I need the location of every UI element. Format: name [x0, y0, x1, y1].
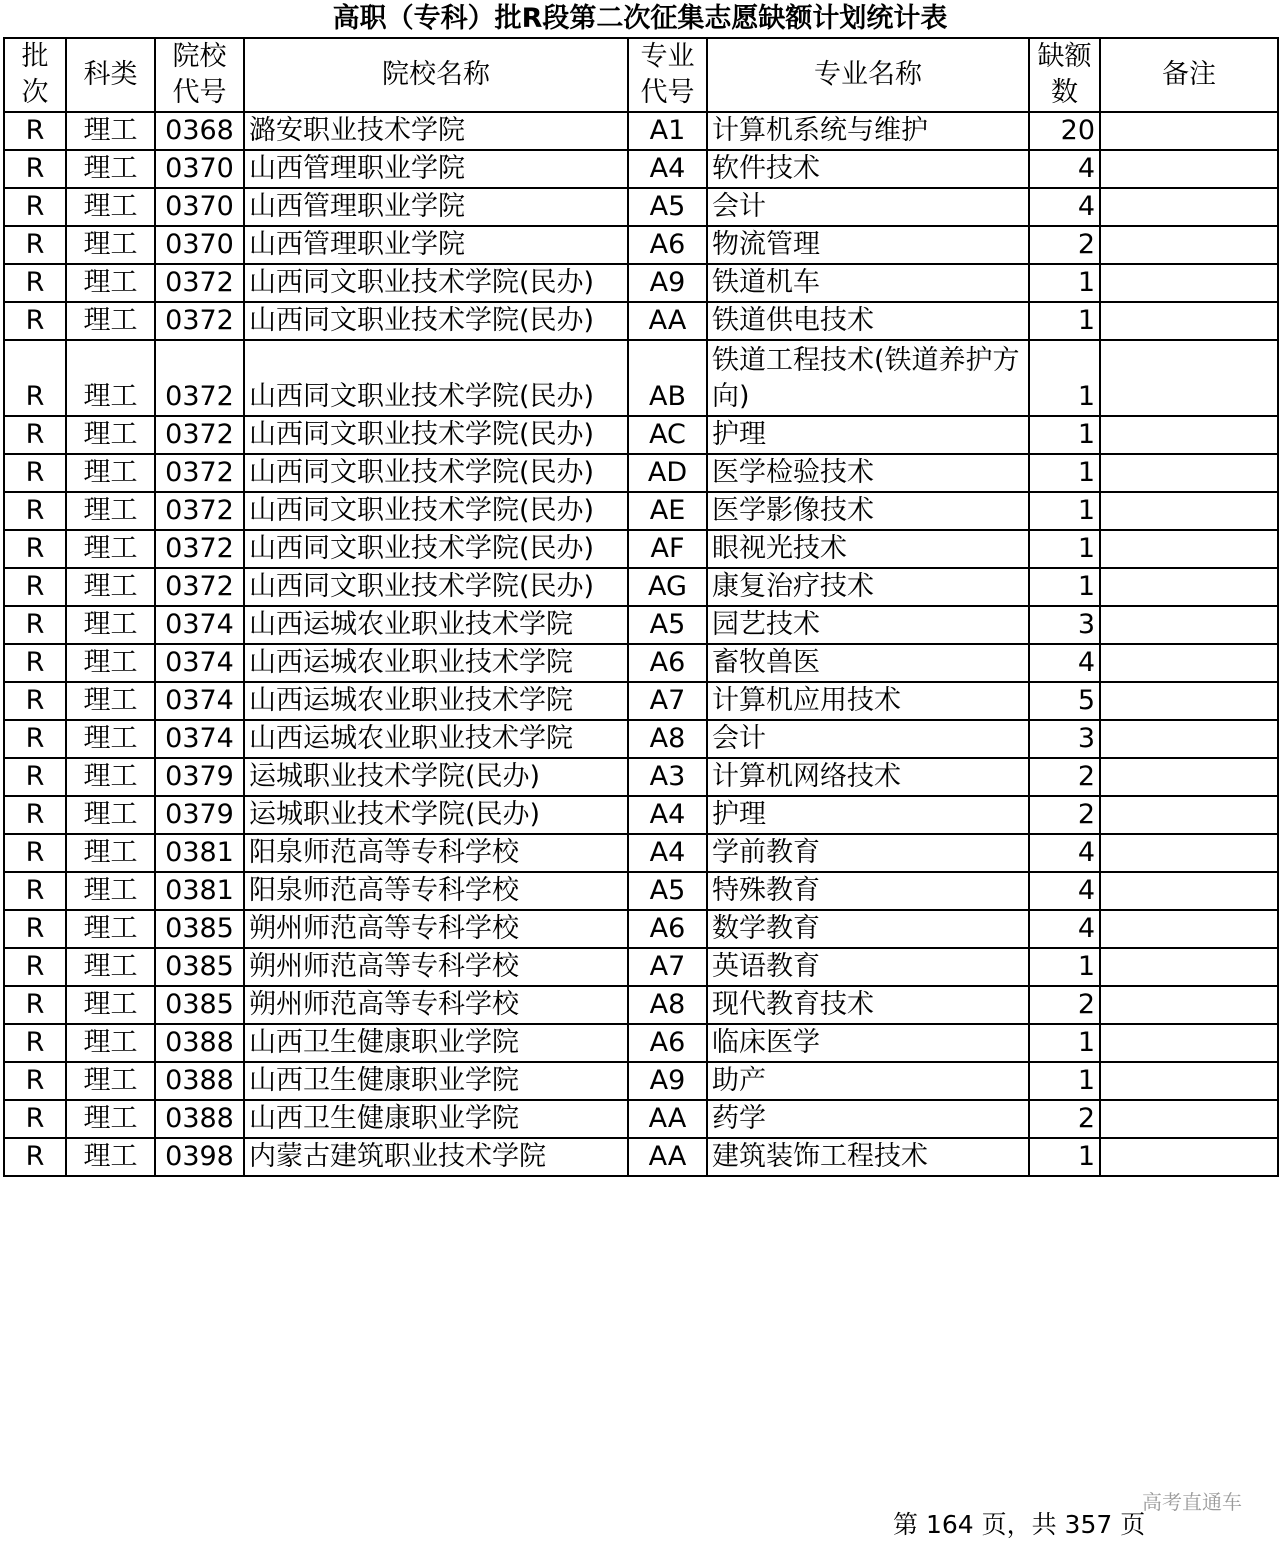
cell-remark [1100, 530, 1278, 568]
cell-batch: R [4, 150, 66, 188]
cell-category: 理工 [66, 986, 155, 1024]
cell-category: 理工 [66, 302, 155, 340]
cell-school-code: 0374 [155, 720, 244, 758]
cell-major-name: 药学 [707, 1100, 1029, 1138]
cell-major-name: 计算机应用技术 [707, 682, 1029, 720]
cell-major-name: 英语教育 [707, 948, 1029, 986]
cell-major-code: A8 [628, 986, 707, 1024]
cell-remark [1100, 644, 1278, 682]
cell-vacancy: 1 [1029, 454, 1100, 492]
cell-vacancy: 1 [1029, 264, 1100, 302]
table-row [4, 758, 1278, 796]
cell-vacancy: 20 [1029, 112, 1100, 150]
cell-school-code: 0372 [155, 264, 244, 302]
cell-major-code: A6 [628, 226, 707, 264]
table-row [4, 264, 1278, 302]
cell-remark [1100, 872, 1278, 910]
cell-remark [1100, 948, 1278, 986]
cell-major-name: 特殊教育 [707, 872, 1029, 910]
cell-school-code: 0370 [155, 188, 244, 226]
cell-category: 理工 [66, 264, 155, 302]
cell-vacancy: 5 [1029, 682, 1100, 720]
table-row [4, 1138, 1278, 1176]
cell-school-code: 0372 [155, 340, 244, 416]
cell-batch: R [4, 910, 66, 948]
cell-category: 理工 [66, 872, 155, 910]
cell-vacancy: 1 [1029, 948, 1100, 986]
cell-category: 理工 [66, 454, 155, 492]
cell-batch: R [4, 758, 66, 796]
table-row [4, 150, 1278, 188]
table-row [4, 644, 1278, 682]
cell-batch: R [4, 1100, 66, 1138]
cell-school-code: 0372 [155, 530, 244, 568]
cell-school-code: 0368 [155, 112, 244, 150]
cell-major-code: AA [628, 302, 707, 340]
cell-school-name: 山西卫生健康职业学院 [244, 1024, 628, 1062]
cell-major-name: 会计 [707, 720, 1029, 758]
cell-major-code: A5 [628, 188, 707, 226]
cell-category: 理工 [66, 758, 155, 796]
cell-school-code: 0372 [155, 568, 244, 606]
cell-school-code: 0381 [155, 872, 244, 910]
table-body [4, 112, 1278, 1176]
cell-vacancy: 4 [1029, 872, 1100, 910]
cell-school-code: 0385 [155, 948, 244, 986]
cell-school-code: 0379 [155, 796, 244, 834]
cell-school-name: 山西运城农业职业技术学院 [244, 720, 628, 758]
cell-remark [1100, 226, 1278, 264]
cell-school-name: 朔州师范高等专科学校 [244, 986, 628, 1024]
cell-batch: R [4, 1138, 66, 1176]
cell-remark [1100, 150, 1278, 188]
cell-major-code: AF [628, 530, 707, 568]
cell-school-code: 0374 [155, 606, 244, 644]
cell-batch: R [4, 606, 66, 644]
cell-major-code: A7 [628, 948, 707, 986]
header-school-name: 院校名称 [244, 38, 628, 112]
cell-vacancy: 4 [1029, 834, 1100, 872]
cell-category: 理工 [66, 150, 155, 188]
cell-school-name: 山西同文职业技术学院(民办) [244, 264, 628, 302]
cell-category: 理工 [66, 1024, 155, 1062]
table-row [4, 720, 1278, 758]
cell-school-name: 山西管理职业学院 [244, 226, 628, 264]
cell-school-code: 0385 [155, 910, 244, 948]
cell-category: 理工 [66, 568, 155, 606]
cell-school-name: 山西同文职业技术学院(民办) [244, 492, 628, 530]
page-number: 第 164 页，共 357 页 [893, 1510, 1146, 1539]
cell-school-name: 山西卫生健康职业学院 [244, 1100, 628, 1138]
cell-batch: R [4, 340, 66, 416]
cell-major-name: 学前教育 [707, 834, 1029, 872]
cell-major-name: 计算机网络技术 [707, 758, 1029, 796]
cell-category: 理工 [66, 340, 155, 416]
cell-major-name: 康复治疗技术 [707, 568, 1029, 606]
cell-school-name: 山西同文职业技术学院(民办) [244, 530, 628, 568]
cell-batch: R [4, 720, 66, 758]
cell-school-name: 山西卫生健康职业学院 [244, 1062, 628, 1100]
cell-school-name: 山西运城农业职业技术学院 [244, 644, 628, 682]
cell-batch: R [4, 112, 66, 150]
cell-vacancy: 1 [1029, 302, 1100, 340]
cell-remark [1100, 1138, 1278, 1176]
table-row [4, 682, 1278, 720]
cell-major-name: 建筑装饰工程技术 [707, 1138, 1029, 1176]
cell-school-code: 0398 [155, 1138, 244, 1176]
cell-category: 理工 [66, 948, 155, 986]
cell-school-code: 0372 [155, 416, 244, 454]
cell-vacancy: 4 [1029, 188, 1100, 226]
cell-remark [1100, 1062, 1278, 1100]
cell-vacancy: 1 [1029, 1138, 1100, 1176]
cell-category: 理工 [66, 682, 155, 720]
cell-major-code: A5 [628, 606, 707, 644]
table-row [4, 302, 1278, 340]
cell-batch: R [4, 302, 66, 340]
cell-remark [1100, 834, 1278, 872]
cell-major-code: A9 [628, 264, 707, 302]
cell-remark [1100, 1100, 1278, 1138]
cell-school-code: 0385 [155, 986, 244, 1024]
cell-major-code: A3 [628, 758, 707, 796]
table-row [4, 910, 1278, 948]
cell-vacancy: 3 [1029, 606, 1100, 644]
cell-major-name: 园艺技术 [707, 606, 1029, 644]
cell-major-name: 会计 [707, 188, 1029, 226]
cell-school-name: 山西运城农业职业技术学院 [244, 606, 628, 644]
table-row [4, 1100, 1278, 1138]
cell-school-name: 山西管理职业学院 [244, 150, 628, 188]
cell-major-code: A6 [628, 1024, 707, 1062]
cell-vacancy: 4 [1029, 644, 1100, 682]
cell-major-name: 物流管理 [707, 226, 1029, 264]
cell-category: 理工 [66, 112, 155, 150]
cell-major-code: A4 [628, 796, 707, 834]
cell-major-code: A1 [628, 112, 707, 150]
page-title: 高职（专科）批R段第二次征集志愿缺额计划统计表 [332, 3, 948, 34]
cell-major-code: A6 [628, 910, 707, 948]
cell-batch: R [4, 986, 66, 1024]
cell-major-code: AA [628, 1138, 707, 1176]
cell-major-code: A4 [628, 834, 707, 872]
cell-category: 理工 [66, 416, 155, 454]
table-row [4, 188, 1278, 226]
cell-school-name: 内蒙古建筑职业技术学院 [244, 1138, 628, 1176]
table-row [4, 112, 1278, 150]
cell-major-code: A9 [628, 1062, 707, 1100]
cell-vacancy: 1 [1029, 492, 1100, 530]
cell-major-name: 助产 [707, 1062, 1029, 1100]
cell-school-name: 山西同文职业技术学院(民办) [244, 568, 628, 606]
cell-remark [1100, 758, 1278, 796]
cell-batch: R [4, 264, 66, 302]
cell-major-name: 计算机系统与维护 [707, 112, 1029, 150]
cell-remark [1100, 910, 1278, 948]
header-category: 科类 [66, 38, 155, 112]
table-row [4, 568, 1278, 606]
header-vacancy: 缺额数 [1029, 38, 1100, 112]
table-row [4, 492, 1278, 530]
table-row [4, 834, 1278, 872]
cell-category: 理工 [66, 606, 155, 644]
vacancy-table [3, 37, 1279, 1177]
cell-major-name: 护理 [707, 796, 1029, 834]
cell-vacancy: 3 [1029, 720, 1100, 758]
header-school-code: 院校代号 [155, 38, 244, 112]
cell-remark [1100, 454, 1278, 492]
table-row [4, 1024, 1278, 1062]
cell-remark [1100, 682, 1278, 720]
cell-remark [1100, 112, 1278, 150]
cell-vacancy: 1 [1029, 530, 1100, 568]
cell-batch: R [4, 568, 66, 606]
cell-batch: R [4, 1024, 66, 1062]
cell-school-name: 山西同文职业技术学院(民办) [244, 302, 628, 340]
cell-school-code: 0388 [155, 1024, 244, 1062]
table-row [4, 1062, 1278, 1100]
cell-school-name: 朔州师范高等专科学校 [244, 910, 628, 948]
cell-category: 理工 [66, 1062, 155, 1100]
cell-category: 理工 [66, 530, 155, 568]
cell-batch: R [4, 796, 66, 834]
cell-major-code: AD [628, 454, 707, 492]
table-row [4, 606, 1278, 644]
cell-school-code: 0374 [155, 644, 244, 682]
cell-category: 理工 [66, 910, 155, 948]
cell-vacancy: 4 [1029, 150, 1100, 188]
cell-remark [1100, 568, 1278, 606]
cell-remark [1100, 492, 1278, 530]
table-row [4, 986, 1278, 1024]
cell-category: 理工 [66, 492, 155, 530]
cell-major-code: AB [628, 340, 707, 416]
table-row [4, 872, 1278, 910]
cell-batch: R [4, 682, 66, 720]
cell-school-code: 0379 [155, 758, 244, 796]
cell-vacancy: 1 [1029, 416, 1100, 454]
table-row [4, 226, 1278, 264]
cell-remark [1100, 606, 1278, 644]
cell-major-name: 临床医学 [707, 1024, 1029, 1062]
cell-school-code: 0372 [155, 492, 244, 530]
cell-school-name: 朔州师范高等专科学校 [244, 948, 628, 986]
cell-vacancy: 2 [1029, 1100, 1100, 1138]
cell-vacancy: 1 [1029, 568, 1100, 606]
cell-school-code: 0372 [155, 302, 244, 340]
cell-school-name: 潞安职业技术学院 [244, 112, 628, 150]
cell-remark [1100, 796, 1278, 834]
cell-vacancy: 1 [1029, 1062, 1100, 1100]
cell-major-name: 铁道机车 [707, 264, 1029, 302]
cell-category: 理工 [66, 1138, 155, 1176]
cell-major-code: AA [628, 1100, 707, 1138]
cell-school-name: 山西同文职业技术学院(民办) [244, 340, 628, 416]
cell-batch: R [4, 226, 66, 264]
cell-remark [1100, 340, 1278, 416]
cell-category: 理工 [66, 1100, 155, 1138]
cell-remark [1100, 188, 1278, 226]
cell-school-code: 0388 [155, 1062, 244, 1100]
cell-school-code: 0381 [155, 834, 244, 872]
cell-remark [1100, 1024, 1278, 1062]
cell-category: 理工 [66, 796, 155, 834]
cell-major-name: 现代教育技术 [707, 986, 1029, 1024]
cell-category: 理工 [66, 834, 155, 872]
cell-batch: R [4, 644, 66, 682]
cell-school-name: 运城职业技术学院(民办) [244, 758, 628, 796]
cell-category: 理工 [66, 188, 155, 226]
cell-school-code: 0388 [155, 1100, 244, 1138]
cell-school-name: 山西同文职业技术学院(民办) [244, 416, 628, 454]
cell-school-name: 山西同文职业技术学院(民办) [244, 454, 628, 492]
table-header-row [4, 38, 1278, 112]
cell-major-code: A7 [628, 682, 707, 720]
cell-major-name: 软件技术 [707, 150, 1029, 188]
cell-major-name: 铁道工程技术(铁道养护方向) [707, 340, 1029, 416]
cell-major-code: A4 [628, 150, 707, 188]
cell-major-code: A8 [628, 720, 707, 758]
table-row [4, 454, 1278, 492]
cell-batch: R [4, 1062, 66, 1100]
cell-major-name: 铁道供电技术 [707, 302, 1029, 340]
cell-major-name: 护理 [707, 416, 1029, 454]
cell-major-name: 医学影像技术 [707, 492, 1029, 530]
cell-school-name: 阳泉师范高等专科学校 [244, 872, 628, 910]
cell-batch: R [4, 948, 66, 986]
cell-major-name: 数学教育 [707, 910, 1029, 948]
cell-school-name: 运城职业技术学院(民办) [244, 796, 628, 834]
table-row [4, 948, 1278, 986]
header-batch: 批次 [4, 38, 66, 112]
cell-vacancy: 2 [1029, 226, 1100, 264]
header-remark: 备注 [1100, 38, 1278, 112]
cell-school-code: 0370 [155, 150, 244, 188]
cell-batch: R [4, 834, 66, 872]
cell-major-code: AC [628, 416, 707, 454]
cell-school-code: 0372 [155, 454, 244, 492]
cell-major-name: 眼视光技术 [707, 530, 1029, 568]
cell-major-code: A6 [628, 644, 707, 682]
cell-major-code: AE [628, 492, 707, 530]
table-row [4, 530, 1278, 568]
cell-category: 理工 [66, 720, 155, 758]
cell-vacancy: 4 [1029, 910, 1100, 948]
cell-category: 理工 [66, 226, 155, 264]
cell-vacancy: 1 [1029, 340, 1100, 416]
cell-batch: R [4, 530, 66, 568]
cell-vacancy: 2 [1029, 758, 1100, 796]
cell-batch: R [4, 454, 66, 492]
cell-school-name: 山西管理职业学院 [244, 188, 628, 226]
cell-school-name: 阳泉师范高等专科学校 [244, 834, 628, 872]
cell-major-name: 医学检验技术 [707, 454, 1029, 492]
cell-school-code: 0370 [155, 226, 244, 264]
header-major-code: 专业代号 [628, 38, 707, 112]
cell-category: 理工 [66, 644, 155, 682]
cell-school-name: 山西运城农业职业技术学院 [244, 682, 628, 720]
cell-remark [1100, 302, 1278, 340]
cell-batch: R [4, 416, 66, 454]
cell-major-code: A5 [628, 872, 707, 910]
cell-school-code: 0374 [155, 682, 244, 720]
table-row [4, 416, 1278, 454]
cell-batch: R [4, 492, 66, 530]
cell-vacancy: 1 [1029, 1024, 1100, 1062]
cell-remark [1100, 264, 1278, 302]
header-major-name: 专业名称 [707, 38, 1029, 112]
cell-remark [1100, 720, 1278, 758]
cell-batch: R [4, 872, 66, 910]
cell-major-code: AG [628, 568, 707, 606]
cell-major-name: 畜牧兽医 [707, 644, 1029, 682]
watermark-text: 高考直通车 [1142, 1490, 1242, 1514]
cell-remark [1100, 416, 1278, 454]
cell-batch: R [4, 188, 66, 226]
table-row [4, 340, 1278, 416]
cell-vacancy: 2 [1029, 796, 1100, 834]
table-row [4, 796, 1278, 834]
cell-vacancy: 2 [1029, 986, 1100, 1024]
cell-remark [1100, 986, 1278, 1024]
